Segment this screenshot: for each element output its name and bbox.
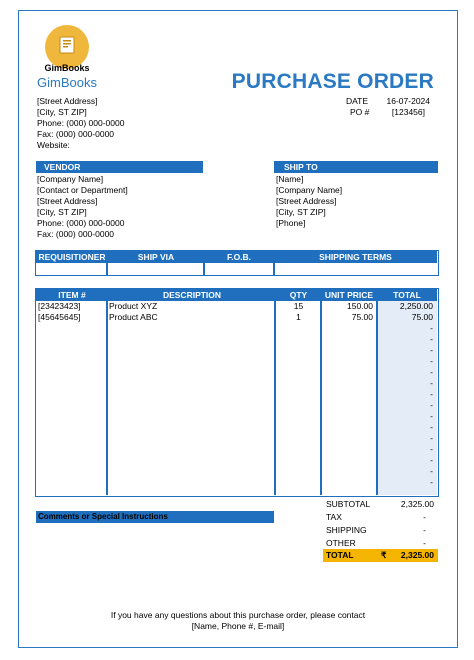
column-divider — [273, 263, 275, 275]
column-divider — [106, 301, 108, 495]
company-name: GimBooks — [37, 75, 97, 90]
column-divider — [320, 301, 322, 495]
unit-price-cell: 75.00 — [351, 312, 373, 322]
vendor-line: [Contact or Department] — [37, 185, 128, 195]
empty-total-cell: - — [430, 400, 433, 410]
subtotal-value: 2,325.00 — [400, 499, 434, 509]
unit-price-cell: 150.00 — [347, 301, 373, 311]
empty-total-cell: - — [430, 422, 433, 432]
total-value: 2,325.00 — [400, 550, 434, 560]
ship-to-line: [City, ST ZIP] — [276, 207, 326, 217]
company-city: [City, ST ZIP] — [37, 107, 87, 117]
total-header: TOTAL — [377, 289, 437, 301]
vendor-line: [City, ST ZIP] — [37, 207, 87, 217]
vendor-line: Phone: (000) 000-0000 — [37, 218, 125, 228]
vendor-header: VENDOR — [36, 161, 203, 173]
qty-cell: 15 — [293, 301, 304, 311]
tax-value: - — [423, 512, 426, 522]
column-divider — [106, 263, 108, 275]
company-street: [Street Address] — [37, 96, 98, 106]
empty-total-cell: - — [430, 367, 433, 377]
footer-contact-note: If you have any questions about this purchase order, please contact — [110, 610, 366, 620]
empty-total-cell: - — [430, 455, 433, 465]
empty-total-cell: - — [430, 444, 433, 454]
empty-total-cell: - — [430, 411, 433, 421]
total-cell: 75.00 — [411, 312, 433, 322]
subtotal-label: SUBTOTAL — [326, 499, 371, 509]
qty-header: QTY — [276, 289, 321, 301]
company-phone: Phone: (000) 000-0000 — [37, 118, 125, 128]
comments-header: Comments or Special Instructions — [36, 511, 274, 523]
date-value: 16-07-2024 — [386, 96, 430, 106]
shipping-terms-header: SHIPPING TERMS — [274, 251, 437, 263]
empty-total-cell: - — [430, 323, 433, 333]
empty-total-cell: - — [430, 477, 433, 487]
po-value: [123456] — [391, 107, 425, 117]
ship-to-line: [Street Address] — [276, 196, 337, 206]
ship-via-header: SHIP VIA — [108, 251, 204, 263]
empty-total-cell: - — [430, 345, 433, 355]
empty-total-cell: - — [430, 334, 433, 344]
description-cell: Product ABC — [109, 312, 158, 322]
company-website: Website: — [37, 140, 70, 150]
qty-cell: 1 — [296, 312, 301, 322]
description-header: DESCRIPTION — [108, 289, 276, 301]
empty-total-cell: - — [430, 378, 433, 388]
date-label: DATE — [346, 96, 369, 106]
logo-text: GimBooks — [44, 63, 90, 73]
ship-to-line: [Company Name] — [276, 185, 343, 195]
vendor-line: [Street Address] — [37, 196, 98, 206]
company-fax: Fax: (000) 000-0000 — [37, 129, 115, 139]
other-value: - — [423, 538, 426, 548]
empty-total-cell: - — [430, 433, 433, 443]
empty-total-cell: - — [430, 466, 433, 476]
document-icon — [57, 36, 77, 54]
unit-price-header: UNIT PRICE — [321, 289, 377, 301]
column-divider — [274, 301, 276, 495]
total-label: TOTAL — [326, 550, 354, 560]
po-label: PO # — [350, 107, 370, 117]
ship-to-header: SHIP TO — [274, 161, 438, 173]
items-table — [35, 288, 439, 497]
vendor-line: [Company Name] — [37, 174, 104, 184]
total-cell: 2,250.00 — [399, 301, 433, 311]
requisitioner-header: REQUISITIONER — [36, 251, 108, 263]
tax-label: TAX — [326, 512, 342, 522]
shipping-table — [35, 250, 439, 276]
shipping-value: - — [423, 525, 426, 535]
currency-symbol: ₹ — [381, 550, 387, 560]
column-divider — [203, 263, 205, 275]
empty-total-cell: - — [430, 389, 433, 399]
vendor-line: Fax: (000) 000-0000 — [37, 229, 115, 239]
footer-contact-details: [Name, Phone #, E-mail] — [191, 621, 285, 631]
ship-to-line: [Phone] — [276, 218, 306, 228]
item-number-header: ITEM # — [36, 289, 108, 301]
empty-total-cell: - — [430, 356, 433, 366]
item-number-cell: [45645645] — [38, 312, 81, 322]
fob-header: F.O.B. — [204, 251, 274, 263]
shipping-label: SHIPPING — [326, 525, 367, 535]
description-cell: Product XYZ — [109, 301, 158, 311]
ship-to-line: [Name] — [276, 174, 304, 184]
document-title: PURCHASE ORDER — [231, 70, 434, 93]
other-label: OTHER — [326, 538, 356, 548]
item-number-cell: [23423423] — [38, 301, 81, 311]
